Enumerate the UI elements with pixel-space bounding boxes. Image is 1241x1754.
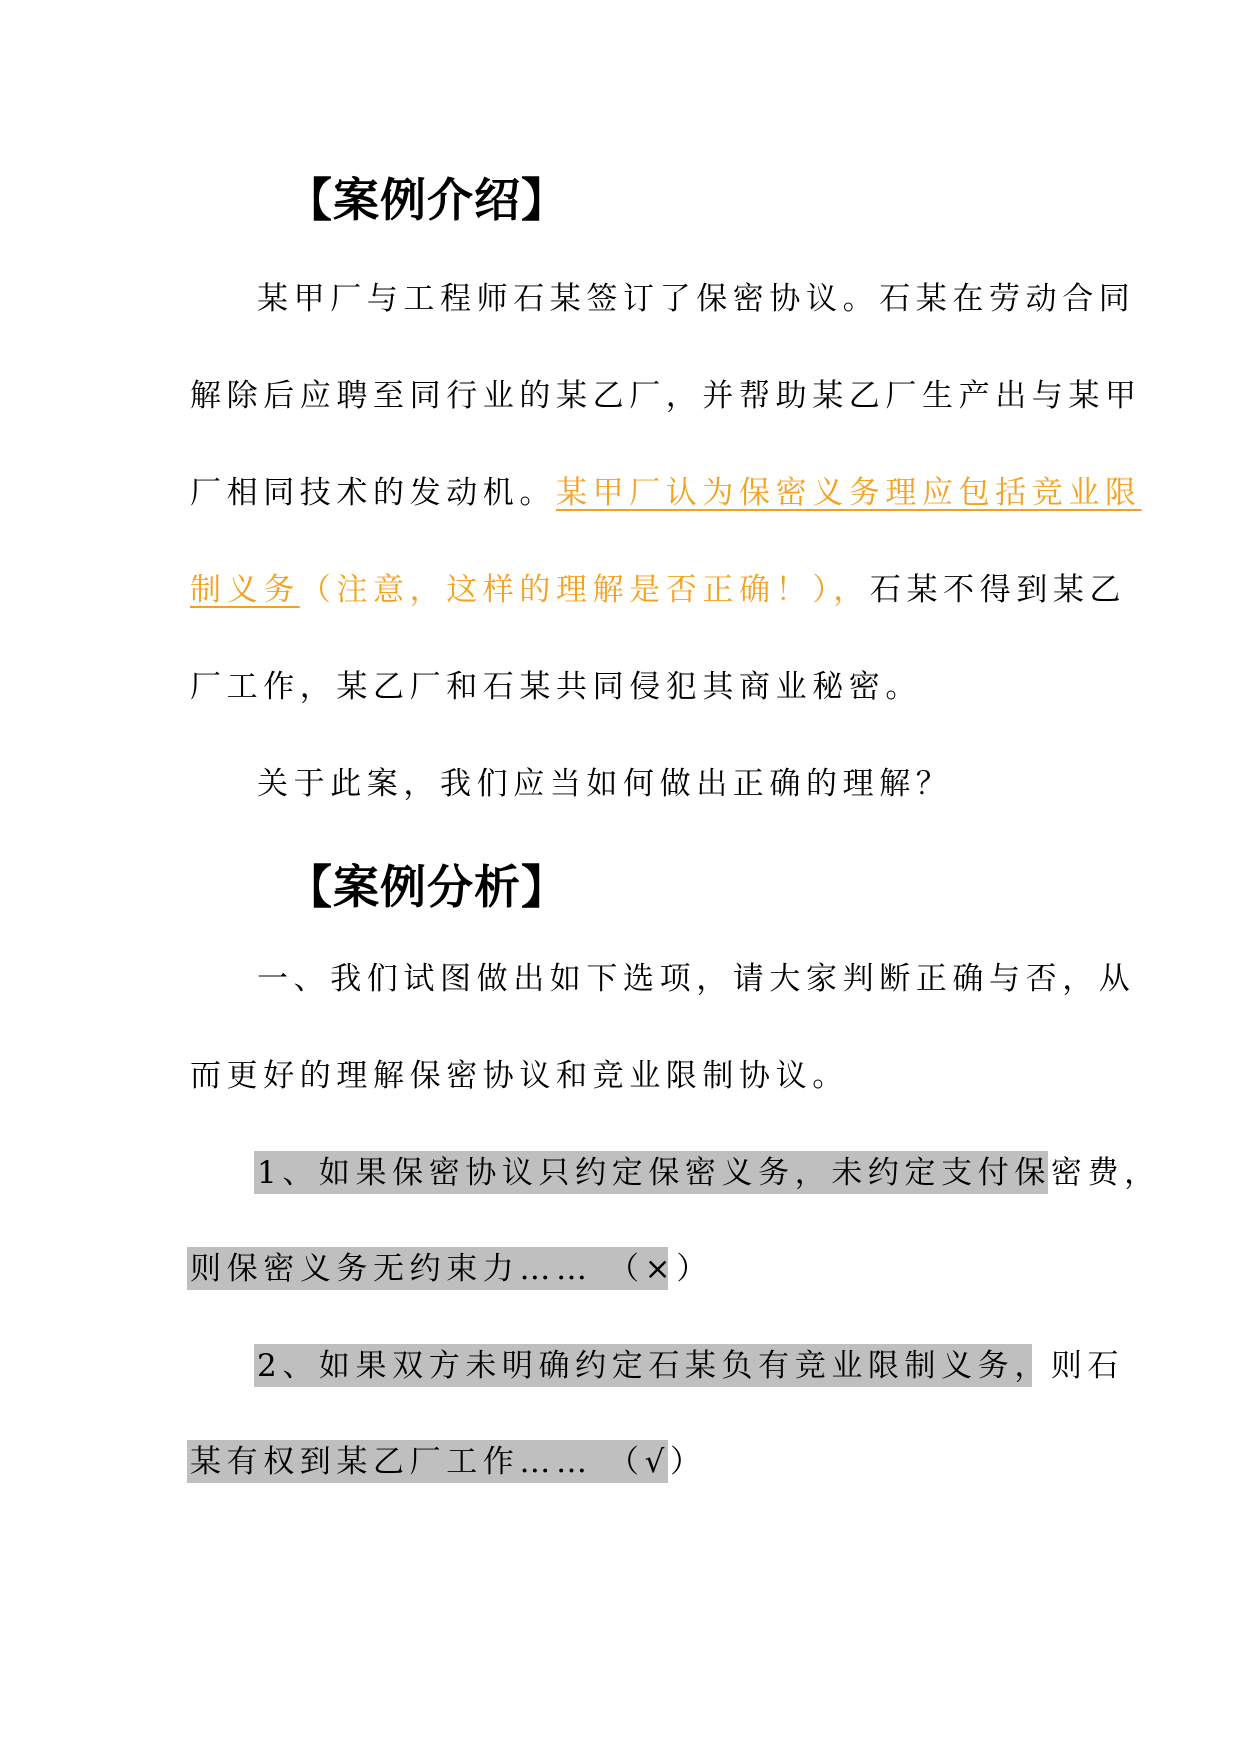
item-1-line-2: 则保密义务无约束力…… （×） — [190, 1251, 713, 1287]
intro-para-line-1: 某甲厂与工程师石某签订了保密协议。石某在劳动合同 — [257, 281, 1136, 317]
intro-para-line-3-text: 厂相同技术的发动机。 — [190, 475, 556, 511]
intro-para-line-5: 厂工作，某乙厂和石某共同侵犯其商业秘密。 — [190, 669, 922, 705]
item-2-line-2: 某有权到某乙厂工作…… （√） — [190, 1444, 707, 1480]
item-2-line-1: 2、如果双方未明确约定石某负有竞业限制义务，则石 — [257, 1348, 1125, 1384]
intro-para-line-2: 解除后应聘至同行业的某乙厂，并帮助某乙厂生产出与某甲 — [190, 378, 1142, 414]
attention-note: （注意，这样的理解是否正确！）， — [299, 572, 870, 608]
intro-heading: 【案例介绍】 — [286, 173, 568, 227]
highlighted-claim: 某甲厂认为保密义务理应包括竞业限 — [556, 475, 1142, 511]
intro-question: 关于此案，我们应当如何做出正确的理解？ — [257, 766, 953, 802]
item-1-line-1: 1、如果保密协议只约定保密义务，未约定支付保密费， — [257, 1155, 1161, 1191]
analysis-heading: 【案例分析】 — [286, 860, 568, 914]
intro-para-line-4-text: 石某不得到某乙 — [869, 572, 1127, 608]
intro-para-line-4 — [190, 567, 1126, 613]
highlighted-claim-end: 制义务 — [190, 572, 300, 608]
intro-para-line-3 — [190, 470, 1142, 516]
analysis-para-line-2: 而更好的理解保密协议和竞业限制协议。 — [190, 1058, 849, 1094]
analysis-para-line-1: 一、我们试图做出如下选项，请大家判断正确与否，从 — [257, 961, 1136, 997]
